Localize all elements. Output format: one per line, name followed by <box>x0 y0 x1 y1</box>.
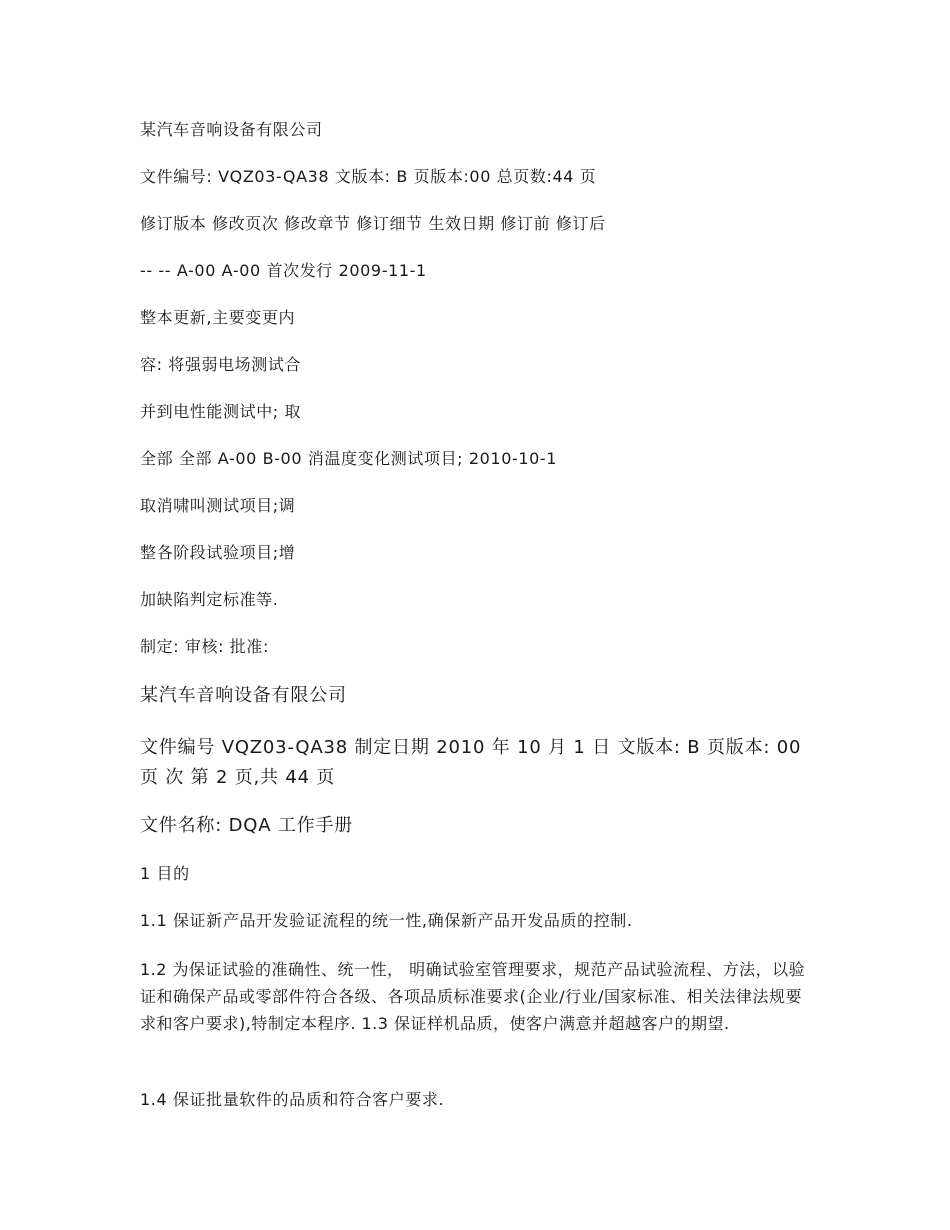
file-name-line: 文件名称: DQA 工作手册 <box>140 815 354 836</box>
page-header-info: 文件编号 VQZ03-QA38 制定日期 2010 年 10 月 1 日 文版本: B 页版本: 00 页 次 第 2 页,共 44 页 <box>140 737 802 788</box>
section-heading: 1 目的 <box>140 864 190 883</box>
paragraph-1-1: 1.1 保证新产品开发验证流程的统一性,确保新产品开发品质的控制. <box>140 911 633 930</box>
approval-line: 制定: 审核: 批准: <box>140 637 269 656</box>
revision-row-1: -- -- A-00 A-00 首次发行 2009-11-1 <box>140 261 427 280</box>
file-number-line: 文件编号: VQZ03-QA38 文版本: B 页版本:00 总页数:44 页 <box>140 167 597 186</box>
revision-row-2: 全部 全部 A-00 B-00 消温度变化测试项目; 2010-10-1 <box>140 449 558 468</box>
company-name-header: 某汽车音响设备有限公司 <box>140 685 347 706</box>
revision-note-line: 并到电性能测试中; 取 <box>140 402 302 421</box>
revision-note-line: 加缺陷判定标准等. <box>140 590 279 609</box>
revision-note-line: 取消啸叫测试项目;调 <box>140 496 296 515</box>
paragraph-1-2: 1.2 为保证试验的准确性、统一性， 明确试验室管理要求，规范产品试验流程、方法，以验证和确保产品或零部件符合各级、各项品质标准要求(企业/行业/国家标准、相关法律法规要求和客户要求),特制定本程序. 1.3 保证样机品质，使客户满意并超越客户的期望. <box>140 960 806 1033</box>
revision-note-line: 容: 将强弱电场测试合 <box>140 355 302 374</box>
revision-note-line: 整本更新,主要变更内 <box>140 308 296 327</box>
revision-table-header: 修订版本 修改页次 修改章节 修订细节 生效日期 修订前 修订后 <box>140 214 606 233</box>
paragraph-1-4: 1.4 保证批量软件的品质和符合客户要求. <box>140 1090 445 1109</box>
company-name: 某汽车音响设备有限公司 <box>140 120 323 139</box>
revision-note-line: 整各阶段试验项目;增 <box>140 543 296 562</box>
